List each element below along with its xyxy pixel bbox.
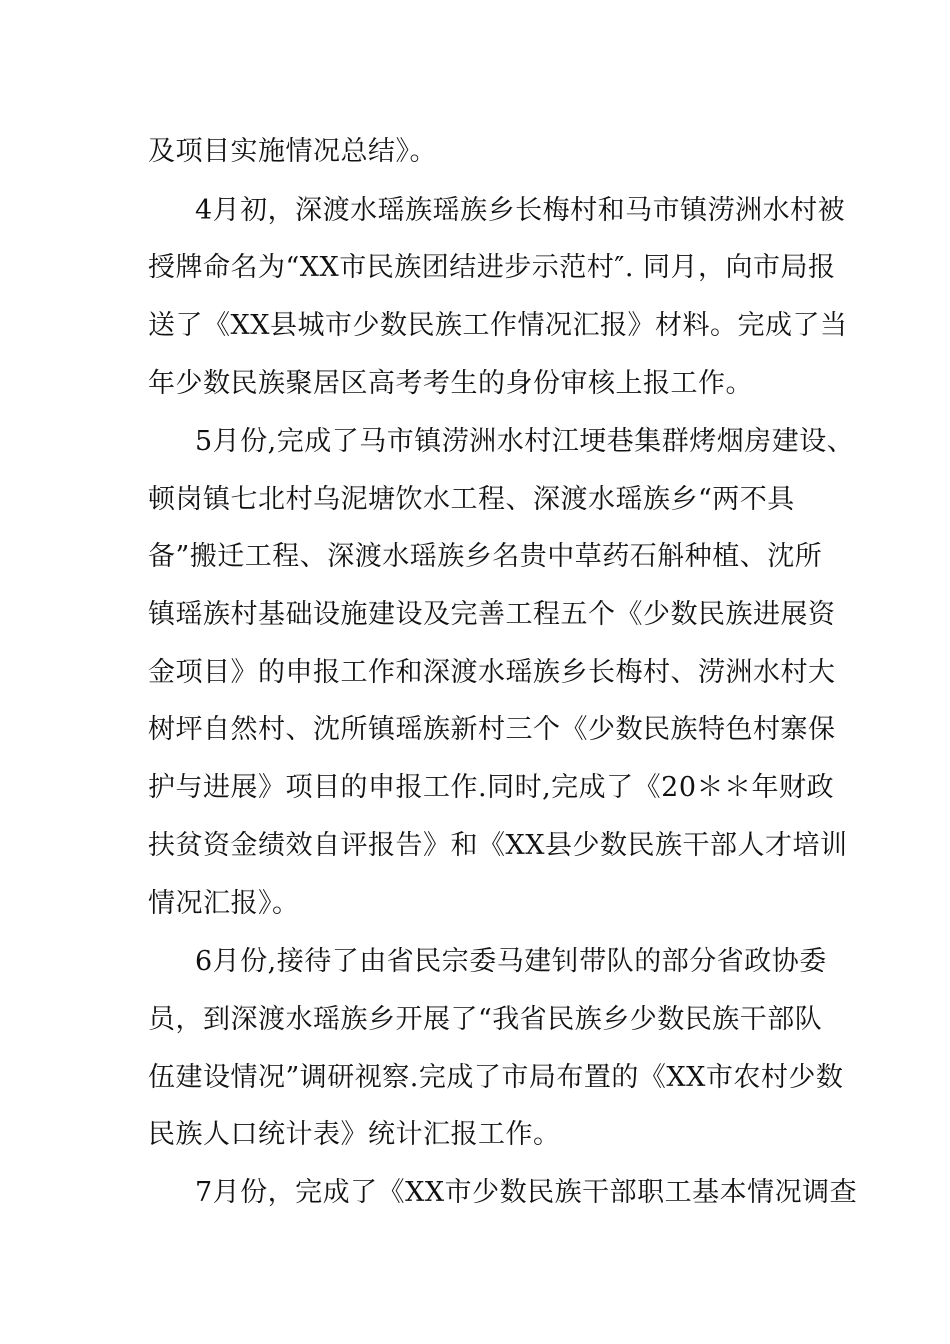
paragraph-first-line: 6月份,接待了由省民宗委马建钊带队的部分省政协委 — [195, 946, 827, 977]
paragraph-first-line: 4月初，深渡水瑶族瑶族乡长梅村和马市镇涝洲水村被 — [195, 195, 846, 226]
text-line: 送了《XX县城市少数民族工作情况汇报》材料。完成了当 — [148, 310, 848, 341]
text-line: 扶贫资金绩效自评报告》和《XX县少数民族干部人才培训 — [148, 830, 848, 861]
text-line: 及项目实施情况总结》。 — [148, 136, 437, 167]
text-line: 顿岗镇七北村乌泥塘饮水工程、深渡水瑶族乡“两不具 — [148, 484, 795, 515]
text-line: 金项目》的申报工作和深渡水瑶族乡长梅村、涝洲水村大 — [148, 657, 836, 688]
text-line: 备”搬迁工程、深渡水瑶族乡名贵中草药石斛种植、沈所 — [148, 541, 823, 572]
paragraph-first-line: 5月份,完成了马市镇涝洲水村江埂巷集群烤烟房建设、 — [195, 426, 855, 457]
text-line: 员，到深渡水瑶族乡开展了“我省民族乡少数民族干部队 — [148, 1004, 823, 1035]
text-line: 伍建设情况”调研视察.完成了市局布置的《XX市农村少数 — [148, 1062, 844, 1093]
text-line: 镇瑶族村基础设施建设及完善工程五个《少数民族进展资 — [148, 599, 836, 630]
paragraph-first-line: 7月份，完成了《XX市少数民族干部职工基本情况调查 — [195, 1177, 858, 1208]
text-line: 民族人口统计表》统计汇报工作。 — [148, 1119, 561, 1150]
text-line: 树坪自然村、沈所镇瑶族新村三个《少数民族特色村寨保 — [148, 714, 836, 745]
text-line: 护与进展》项目的申报工作.同时,完成了《20＊＊年财政 — [148, 772, 835, 803]
text-line: 情况汇报》。 — [148, 888, 300, 919]
text-line: 年少数民族聚居区高考考生的身份审核上报工作。 — [148, 368, 753, 399]
text-line: 授牌命名为“XX市民族团结进步示范村″. 同月，向市局报 — [148, 252, 836, 283]
